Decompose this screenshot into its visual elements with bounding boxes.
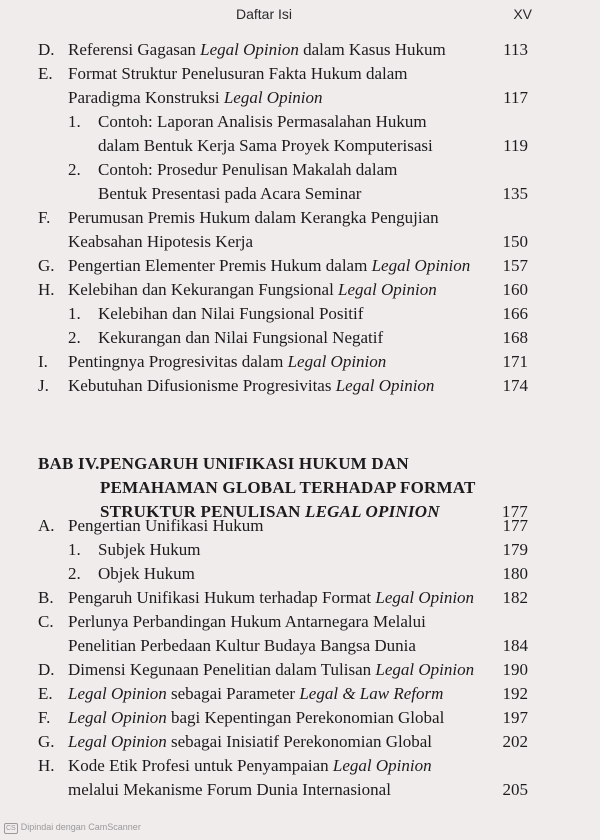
chapter-page-number: 177 [501,502,528,521]
toc-entry-title-line-1: Contoh: Prosedur Penulisan Makalah dalam [98,160,398,179]
toc-entry-title: Dimensi Kegunaan Penelitian dalam Tulisan Legal Opinion [68,660,475,679]
toc-entry-title: Paradigma Konstruksi Legal Opinion [68,88,323,107]
toc-entry-page-number: 182 [502,588,528,607]
toc-entry-title: Kelebihan dan Kekurangan Fungsional Legal Opinion [68,280,437,299]
toc-entry-label: 2. [68,564,81,583]
toc-entry-title: Subjek Hukum [98,540,201,559]
scanner-watermark [4,822,141,834]
toc-entry-label: 2. [68,160,81,179]
toc-entry-label: I. [38,352,48,371]
toc-entry-title: dalam Bentuk Kerja Sama Proyek Komputerisasi [98,136,433,155]
toc-entry-label: D. [38,660,55,679]
toc-entry-label: G. [38,256,55,275]
chapter-title-line-1: BAB IV.PENGARUH UNIFIKASI HUKUM DAN [38,454,409,473]
toc-entry-label: 1. [68,112,81,131]
header-title: Daftar Isi [236,6,293,22]
toc-entry-page-number: 205 [502,780,528,799]
toc-entry-title: Kebutuhan Difusionisme Progresivitas Legal Opinion [68,376,435,395]
toc-entry-title: Legal Opinion sebagai Parameter Legal & Law Reform [68,684,444,703]
toc-entry-page-number: 113 [503,40,528,59]
toc-entry-page-number: 135 [502,184,528,203]
toc-entry-page-number: 157 [502,256,528,275]
toc-entry-title-line-1: Contoh: Laporan Analisis Permasalahan Hukum [98,112,427,131]
toc-entry-label: 2. [68,328,81,347]
watermark-text: Dipindai dengan CamScanner [20,822,141,832]
toc-entry-label: A. [38,516,55,535]
toc-entry-label: 1. [68,304,81,323]
toc-entry-label: E. [38,684,53,703]
toc-entry-title: Pengertian Unifikasi Hukum [68,516,264,535]
header-page-number: XV [513,6,532,22]
toc-entry-page-number: 192 [502,684,528,703]
toc-entry-label: D. [38,40,55,59]
toc-entry-title: Penelitian Perbedaan Kultur Budaya Bangsa Dunia [68,636,416,655]
toc-entry-title: Keabsahan Hipotesis Kerja [68,232,254,251]
toc-entry-label: H. [38,756,55,775]
toc-entry-page-number: 171 [502,352,528,371]
toc-entry-page-number: 197 [502,708,528,727]
toc-entry-title: Pentingnya Progresivitas dalam Legal Opinion [68,352,387,371]
toc-entry-page-number: 174 [502,376,528,395]
toc-entry-page-number: 179 [502,540,528,559]
toc-entry-title: Legal Opinion sebagai Inisiatif Perekonomian Global [68,732,433,751]
toc-entry-title-line-1: Perumusan Premis Hukum dalam Kerangka Pengujian [68,208,439,227]
toc-entry-title: melalui Mekanisme Forum Dunia Internasional [68,780,391,799]
toc-entry-page-number: 202 [502,732,528,751]
toc-entry-label: F. [38,208,51,227]
toc-entry-title: Pengertian Elementer Premis Hukum dalam Legal Opinion [68,256,471,275]
toc-entry-label: F. [38,708,51,727]
toc-entry-label: 1. [68,540,81,559]
toc-entry-title: Legal Opinion bagi Kepentingan Perekonomian Global [68,708,445,727]
toc-entry-page-number: 177 [502,516,528,535]
toc-entry-page-number: 180 [502,564,528,583]
toc-entry-page-number: 166 [502,304,528,323]
toc-entry-page-number: 184 [502,636,528,655]
toc-entry-title: Kelebihan dan Nilai Fungsional Positif [98,304,364,323]
toc-entry-label: G. [38,732,55,751]
toc-entry-label: B. [38,588,54,607]
toc-entry-page-number: 117 [503,88,528,107]
toc-entry-page-number: 160 [502,280,528,299]
chapter-title-line-3: STRUKTUR PENULISAN LEGAL OPINION [100,502,440,521]
running-header [0,6,600,28]
toc-entry-title-line-1: Kode Etik Profesi untuk Penyampaian Legal Opinion [68,756,432,775]
toc-entry-title: Bentuk Presentasi pada Acara Seminar [98,184,362,203]
toc-entry-page-number: 119 [503,136,528,155]
toc-entry-title: Kekurangan dan Nilai Fungsional Negatif [98,328,384,347]
toc-entry-title-line-1: Perlunya Perbandingan Hukum Antarnegara Melalui [68,612,426,631]
camscanner-icon: CS [6,825,16,832]
toc-entry-page-number: 190 [502,660,528,679]
toc-entry-label: C. [38,612,54,631]
toc-entry-label: H. [38,280,55,299]
toc-entry-label: J. [38,376,49,395]
toc-entry-page-number: 168 [502,328,528,347]
chapter-title-line-2: PEMAHAMAN GLOBAL TERHADAP FORMAT [100,478,476,497]
toc-entry-title: Referensi Gagasan Legal Opinion dalam Kasus Hukum [68,40,446,59]
toc-entry-label: E. [38,64,53,83]
toc-entry-title: Pengaruh Unifikasi Hukum terhadap Format Legal Opinion [68,588,475,607]
toc-entry-page-number: 150 [502,232,528,251]
toc-entry-title-line-1: Format Struktur Penelusuran Fakta Hukum dalam [68,64,408,83]
toc-entry-title: Objek Hukum [98,564,195,583]
